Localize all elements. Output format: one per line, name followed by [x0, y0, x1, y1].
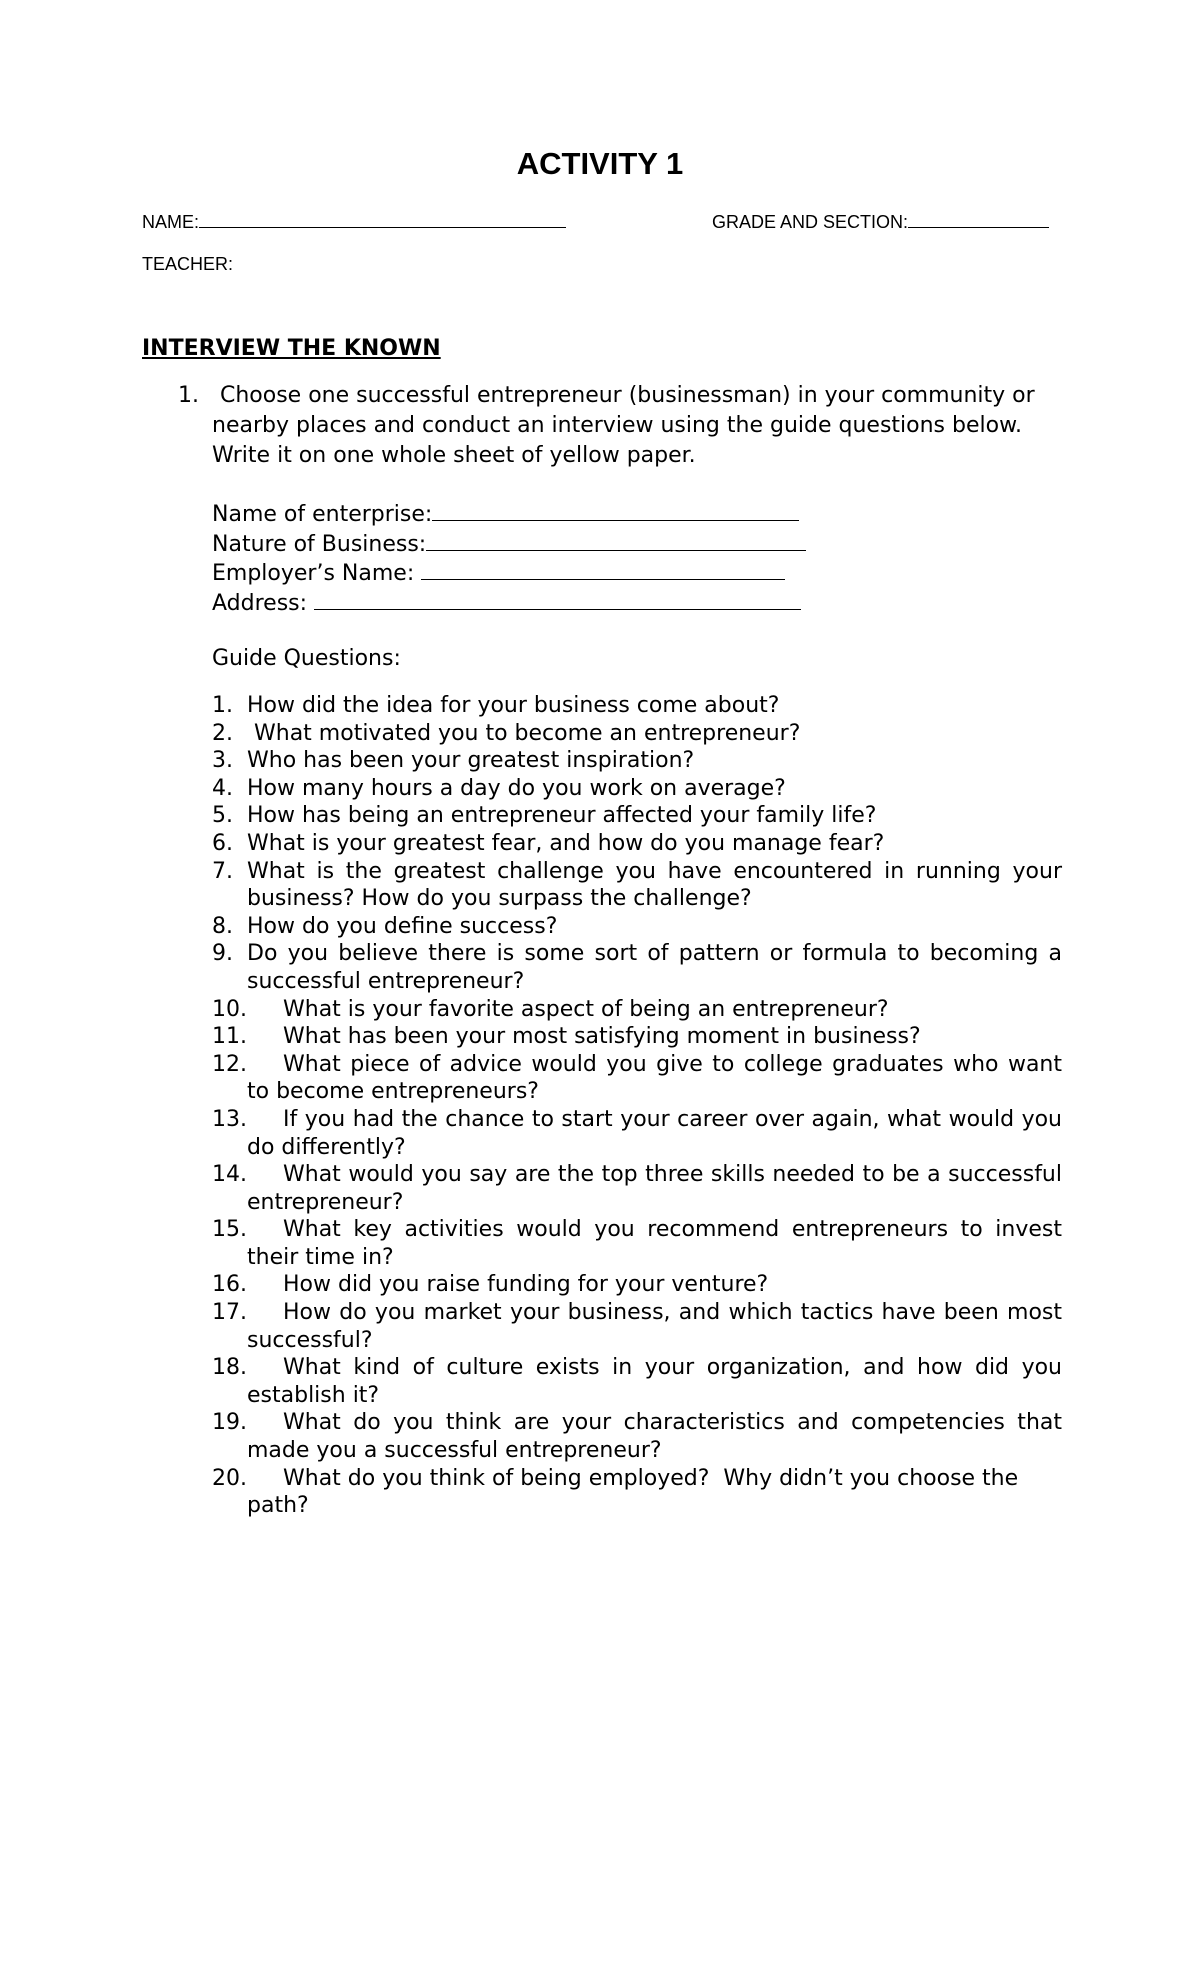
question-number: 15. [212, 1217, 247, 1243]
question-text: What is the greatest challenge you have encountered in running your business? How do you surpass the challenge? [247, 858, 1069, 912]
employer-field [212, 559, 806, 589]
question-item [212, 1216, 1069, 1271]
question-number: 4. [212, 775, 233, 801]
address-field [212, 589, 806, 619]
question-number: 9. [212, 941, 233, 967]
guide-questions-list [212, 692, 1069, 1520]
question-text: What is your favorite aspect of being an entrepreneur? [283, 996, 889, 1022]
name-field [142, 210, 566, 233]
question-item [212, 1106, 1069, 1161]
instruction-item [142, 381, 1062, 471]
question-item [212, 1161, 1069, 1216]
teacher-field [142, 254, 233, 275]
question-item [212, 830, 1062, 858]
question-text: What has been your most satisfying moment in business? [283, 1024, 921, 1050]
name-blank [199, 210, 566, 228]
grade-section-blank [908, 210, 1049, 228]
question-number: 2. [212, 720, 233, 746]
question-item [212, 747, 1062, 775]
question-number: 7. [212, 858, 233, 884]
question-text: If you had the chance to start your career over again, what would you do differently? [247, 1106, 1069, 1160]
question-number: 10. [212, 996, 247, 1022]
question-text: What would you say are the top three skills needed to be a successful entrepreneur? [247, 1162, 1069, 1215]
question-item [212, 1023, 1062, 1051]
nature-label: Nature of Business: [212, 531, 427, 557]
teacher-label: TEACHER: [142, 254, 234, 274]
question-number: 18. [212, 1355, 247, 1381]
question-item [212, 858, 1069, 913]
grade-section-label: GRADE AND SECTION: [712, 212, 909, 232]
question-item [212, 1271, 1062, 1299]
question-number: 1. [212, 693, 233, 718]
question-text: How did you raise funding for your venture? [283, 1272, 769, 1298]
question-text: What is your greatest fear, and how do you manage fear? [247, 830, 885, 856]
question-item [212, 720, 1062, 748]
question-number: 19. [212, 1410, 247, 1436]
section-heading: INTERVIEW THE KNOWN [142, 336, 441, 361]
enterprise-blank [432, 500, 799, 521]
instruction-text: Choose one successful entrepreneur (businessman) in your community or nearby places and conduct an interview using the guide questions below. Write it on one whole sheet of yellow paper. [212, 383, 1035, 468]
question-text: How many hours a day do you work on average? [247, 775, 786, 801]
question-item [212, 1051, 1069, 1106]
page-title: ACTIVITY 1 [516, 146, 684, 181]
question-item [212, 940, 1069, 995]
question-number: 17. [212, 1300, 247, 1326]
question-number: 8. [212, 913, 233, 939]
question-number: 3. [212, 748, 233, 774]
question-text: How do you define success? [247, 913, 558, 939]
question-text: Who has been your greatest inspiration? [247, 748, 695, 774]
question-text: What piece of advice would you give to college graduates who want to become entrepreneurs? [247, 1051, 1069, 1105]
question-text: What do you think are your characteristics and competencies that made you a successful entrepreneur? [247, 1410, 1069, 1464]
address-blank [314, 589, 801, 610]
question-number: 16. [212, 1272, 247, 1298]
question-text: How has being an entrepreneur affected your family life? [247, 803, 877, 829]
question-item [212, 1409, 1069, 1464]
question-text: Do you believe there is some sort of pattern or formula to becoming a successful entrepreneur? [247, 941, 1069, 994]
question-number: 20. [212, 1465, 247, 1491]
employer-blank [421, 559, 785, 580]
question-number: 14. [212, 1162, 247, 1188]
guide-questions-label: Guide Questions: [212, 646, 401, 671]
question-item [212, 1465, 1062, 1520]
question-text: What kind of culture exists in your organization, and how did you establish it? [247, 1355, 1069, 1408]
business-info-fields [212, 500, 806, 618]
question-text: How did the idea for your business come about? [247, 693, 780, 718]
question-text: What motivated you to become an entrepreneur? [247, 720, 801, 746]
grade-section-field [712, 210, 1049, 233]
question-item [212, 1299, 1069, 1354]
question-text: What key activities would you recommend entrepreneurs to invest their time in? [247, 1217, 1069, 1270]
enterprise-field [212, 500, 806, 530]
question-item [212, 913, 1062, 941]
question-text: How do you market your business, and which tactics have been most successful? [247, 1300, 1069, 1353]
question-item [212, 1354, 1069, 1409]
employer-label: Employer’s Name: [212, 561, 422, 586]
question-item [212, 802, 1062, 830]
question-text: What do you think of being employed? Why didn’t you choose the path? [247, 1465, 1026, 1519]
question-number: 11. [212, 1024, 247, 1050]
question-number: 5. [212, 803, 233, 829]
question-item [212, 996, 1062, 1024]
question-number: 12. [212, 1051, 247, 1077]
nature-blank [426, 530, 806, 551]
address-label: Address: [212, 590, 315, 616]
name-label: NAME: [142, 212, 200, 232]
question-number: 13. [212, 1106, 247, 1132]
nature-field [212, 530, 806, 560]
question-item [212, 775, 1062, 803]
enterprise-label: Name of enterprise: [212, 502, 433, 527]
question-number: 6. [212, 830, 233, 856]
instruction-number: 1. [178, 383, 199, 408]
question-item [212, 692, 1062, 720]
